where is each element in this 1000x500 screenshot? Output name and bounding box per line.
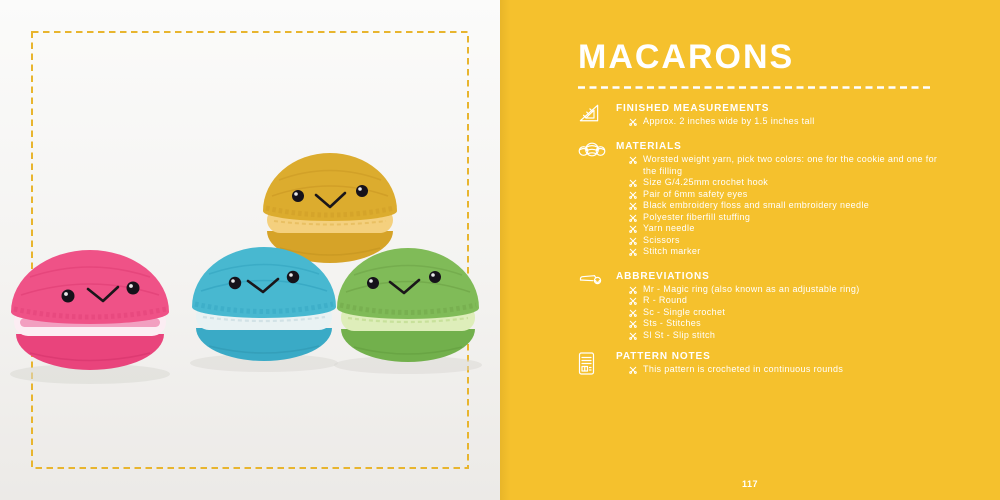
scissors-bullet-icon: [629, 225, 637, 233]
section-title: ABBREVIATIONS: [616, 270, 710, 282]
section-title: PATTERN NOTES: [616, 351, 711, 362]
finished-measurements-list: [616, 116, 970, 128]
section-finished-measurements: [578, 103, 970, 128]
abbreviations-list: [616, 284, 970, 342]
section-materials: [578, 141, 970, 258]
blue-macaron: [192, 247, 336, 361]
scissors-bullet-icon: [629, 202, 637, 210]
scissors-bullet-icon: [629, 118, 637, 126]
page-title: MACARONS: [578, 38, 795, 76]
list-item: Scissors: [629, 235, 970, 247]
scissors-bullet-icon: [629, 309, 637, 317]
ruler-icon: [578, 103, 600, 123]
scissors-bullet-icon: [629, 214, 637, 222]
green-macaron: [337, 248, 479, 362]
scissors-bullet-icon: [629, 320, 637, 328]
crochet-hook-icon: [578, 271, 604, 286]
pattern-notes-list: [616, 364, 970, 376]
section-pattern-notes: [578, 351, 970, 381]
scissors-bullet-icon: [629, 332, 637, 340]
title-dashed-rule: [578, 86, 930, 89]
list-item: Size G/4.25mm crochet hook: [629, 177, 970, 189]
list-item: Stitch marker: [629, 246, 970, 258]
scissors-bullet-icon: [629, 179, 637, 187]
list-item: Sts - Stitches: [629, 318, 970, 330]
scissors-bullet-icon: [629, 237, 637, 245]
pattern-page: [500, 0, 1000, 500]
list-item: Sc - Single crochet: [629, 307, 970, 319]
section-title: FINISHED MEASUREMENTS: [616, 103, 770, 114]
list-item: R - Round: [629, 295, 970, 307]
list-item: Sl St - Slip stitch: [629, 330, 970, 342]
scissors-bullet-icon: [629, 191, 637, 199]
list-item: Polyester fiberfill stuffing: [629, 212, 970, 224]
list-item: Black embroidery floss and small embroidery needle: [629, 200, 970, 212]
scissors-bullet-icon: [629, 156, 637, 164]
section-abbreviations: [578, 271, 970, 342]
list-item: Yarn needle: [629, 223, 970, 235]
list-item: Mr - Magic ring (also known as an adjustable ring): [629, 284, 970, 296]
list-item: This pattern is crocheted in continuous rounds: [629, 364, 970, 376]
pink-macaron: [11, 250, 169, 370]
yellow-macaron: [263, 153, 397, 263]
scissors-bullet-icon: [629, 366, 637, 374]
scissors-bullet-icon: [629, 286, 637, 294]
notepad-icon: [578, 351, 595, 376]
list-item: Pair of 6mm safety eyes: [629, 189, 970, 201]
section-title: MATERIALS: [616, 141, 682, 152]
materials-list: [616, 154, 970, 258]
scissors-bullet-icon: [629, 248, 637, 256]
page-number: 117: [741, 479, 759, 489]
list-item: Worsted weight yarn, pick two colors: one for the cookie and one for the filling: [629, 154, 970, 177]
list-item: Approx. 2 inches wide by 1.5 inches tall: [629, 116, 970, 128]
scissors-bullet-icon: [629, 297, 637, 305]
yarn-icon: [578, 141, 606, 158]
